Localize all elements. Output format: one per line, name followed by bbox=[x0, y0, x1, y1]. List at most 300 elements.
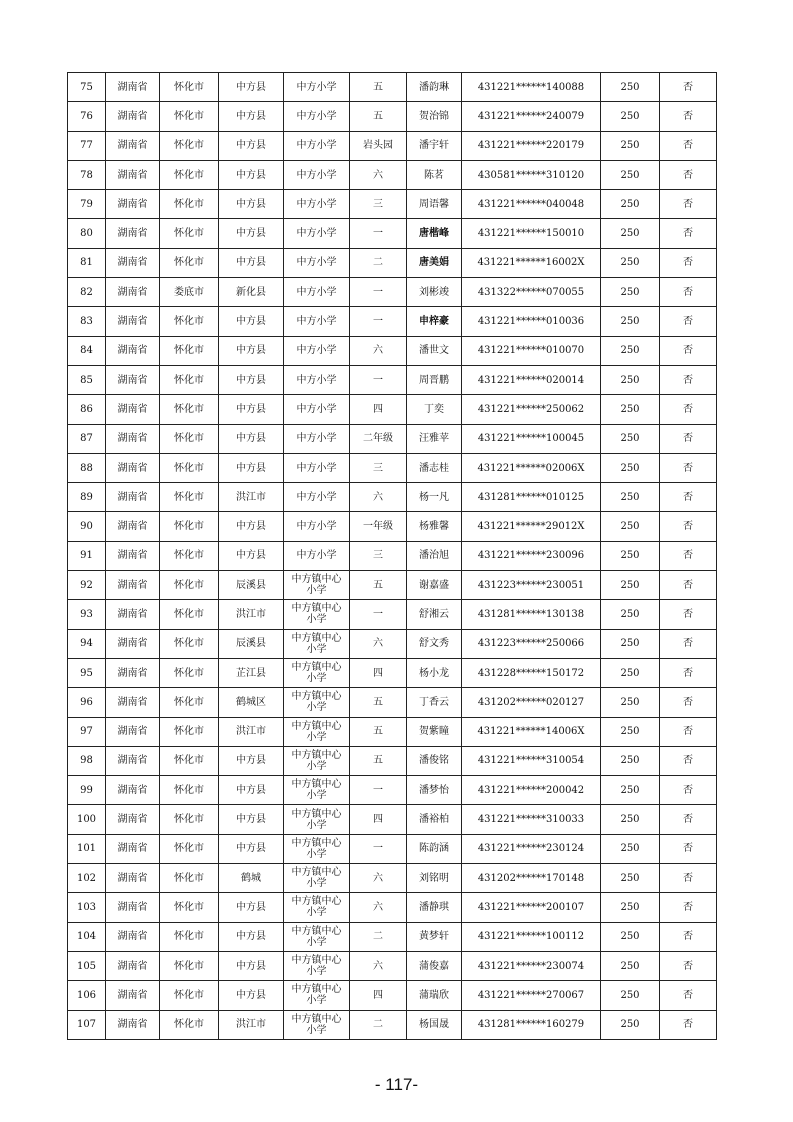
school-cell: 中方镇中心小学 bbox=[284, 805, 350, 834]
city-cell: 怀化市 bbox=[160, 981, 219, 1010]
student-name-cell: 刘铭明 bbox=[407, 864, 462, 893]
student-name-cell: 蒲俊嘉 bbox=[407, 951, 462, 980]
school-cell: 中方镇中心小学 bbox=[284, 629, 350, 658]
table-row bbox=[68, 805, 717, 834]
flag-cell: 否 bbox=[660, 717, 717, 746]
flag-cell: 否 bbox=[660, 160, 717, 189]
grade-cell: 六 bbox=[350, 951, 407, 980]
school-cell: 中方镇中心小学 bbox=[284, 688, 350, 717]
table-row bbox=[68, 512, 717, 541]
province-cell: 湖南省 bbox=[106, 336, 160, 365]
school-cell: 中方镇中心小学 bbox=[284, 834, 350, 863]
city-cell: 怀化市 bbox=[160, 717, 219, 746]
student-name-cell: 舒湘云 bbox=[407, 600, 462, 629]
table-row bbox=[68, 248, 717, 277]
city-cell: 怀化市 bbox=[160, 776, 219, 805]
school-cell: 中方小学 bbox=[284, 483, 350, 512]
grade-cell: 五 bbox=[350, 746, 407, 775]
id-number-cell: 431221******010036 bbox=[462, 307, 601, 336]
row-number-cell: 93 bbox=[68, 600, 106, 629]
county-cell: 中方县 bbox=[219, 73, 284, 102]
county-cell: 中方县 bbox=[219, 219, 284, 248]
city-cell: 怀化市 bbox=[160, 307, 219, 336]
table-row bbox=[68, 365, 717, 394]
amount-cell: 250 bbox=[601, 424, 660, 453]
id-number-cell: 431228******150172 bbox=[462, 658, 601, 687]
amount-cell: 250 bbox=[601, 278, 660, 307]
grade-cell: 五 bbox=[350, 73, 407, 102]
school-cell: 中方镇中心小学 bbox=[284, 864, 350, 893]
row-number-cell: 95 bbox=[68, 658, 106, 687]
county-cell: 辰溪县 bbox=[219, 629, 284, 658]
county-cell: 洪江市 bbox=[219, 717, 284, 746]
student-subsidy-table bbox=[67, 72, 717, 1040]
county-cell: 中方县 bbox=[219, 131, 284, 160]
id-number-cell: 431221******14006X bbox=[462, 717, 601, 746]
flag-cell: 否 bbox=[660, 864, 717, 893]
student-name-cell: 杨国晟 bbox=[407, 1010, 462, 1039]
row-number-cell: 107 bbox=[68, 1010, 106, 1039]
amount-cell: 250 bbox=[601, 805, 660, 834]
city-cell: 怀化市 bbox=[160, 73, 219, 102]
province-cell: 湖南省 bbox=[106, 893, 160, 922]
amount-cell: 250 bbox=[601, 951, 660, 980]
table-row bbox=[68, 160, 717, 189]
city-cell: 怀化市 bbox=[160, 629, 219, 658]
table-row bbox=[68, 541, 717, 570]
province-cell: 湖南省 bbox=[106, 424, 160, 453]
id-number-cell: 431221******250062 bbox=[462, 395, 601, 424]
flag-cell: 否 bbox=[660, 688, 717, 717]
amount-cell: 250 bbox=[601, 981, 660, 1010]
school-cell: 中方小学 bbox=[284, 73, 350, 102]
row-number-cell: 78 bbox=[68, 160, 106, 189]
school-cell: 中方小学 bbox=[284, 190, 350, 219]
amount-cell: 250 bbox=[601, 893, 660, 922]
amount-cell: 250 bbox=[601, 483, 660, 512]
table-row bbox=[68, 746, 717, 775]
id-number-cell: 431221******020014 bbox=[462, 365, 601, 394]
province-cell: 湖南省 bbox=[106, 776, 160, 805]
grade-cell: 三 bbox=[350, 190, 407, 219]
table-row bbox=[68, 776, 717, 805]
grade-cell: 四 bbox=[350, 805, 407, 834]
grade-cell: 一 bbox=[350, 365, 407, 394]
id-number-cell: 431221******040048 bbox=[462, 190, 601, 219]
grade-cell: 五 bbox=[350, 102, 407, 131]
grade-cell: 一 bbox=[350, 307, 407, 336]
flag-cell: 否 bbox=[660, 629, 717, 658]
school-cell: 中方镇中心小学 bbox=[284, 746, 350, 775]
school-cell: 中方镇中心小学 bbox=[284, 658, 350, 687]
student-name-cell: 舒文秀 bbox=[407, 629, 462, 658]
row-number-cell: 85 bbox=[68, 365, 106, 394]
row-number-cell: 101 bbox=[68, 834, 106, 863]
table-body bbox=[68, 73, 717, 1040]
grade-cell: 一 bbox=[350, 834, 407, 863]
id-number-cell: 431221******100112 bbox=[462, 922, 601, 951]
grade-cell: 六 bbox=[350, 629, 407, 658]
row-number-cell: 106 bbox=[68, 981, 106, 1010]
table-row bbox=[68, 424, 717, 453]
table-row bbox=[68, 629, 717, 658]
table-row bbox=[68, 717, 717, 746]
id-number-cell: 431221******230096 bbox=[462, 541, 601, 570]
school-cell: 中方镇中心小学 bbox=[284, 571, 350, 600]
province-cell: 湖南省 bbox=[106, 746, 160, 775]
grade-cell: 二 bbox=[350, 922, 407, 951]
id-number-cell: 431221******230124 bbox=[462, 834, 601, 863]
student-name-cell: 潘宇轩 bbox=[407, 131, 462, 160]
table-row bbox=[68, 102, 717, 131]
city-cell: 怀化市 bbox=[160, 453, 219, 482]
county-cell: 中方县 bbox=[219, 365, 284, 394]
city-cell: 怀化市 bbox=[160, 688, 219, 717]
province-cell: 湖南省 bbox=[106, 951, 160, 980]
table-row bbox=[68, 981, 717, 1010]
amount-cell: 250 bbox=[601, 512, 660, 541]
row-number-cell: 75 bbox=[68, 73, 106, 102]
id-number-cell: 431221******200107 bbox=[462, 893, 601, 922]
grade-cell: 五 bbox=[350, 571, 407, 600]
id-number-cell: 431223******250066 bbox=[462, 629, 601, 658]
id-number-cell: 431221******02006X bbox=[462, 453, 601, 482]
id-number-cell: 431221******240079 bbox=[462, 102, 601, 131]
grade-cell: 五 bbox=[350, 717, 407, 746]
city-cell: 怀化市 bbox=[160, 424, 219, 453]
amount-cell: 250 bbox=[601, 717, 660, 746]
school-cell: 中方小学 bbox=[284, 102, 350, 131]
province-cell: 湖南省 bbox=[106, 629, 160, 658]
amount-cell: 250 bbox=[601, 571, 660, 600]
row-number-cell: 88 bbox=[68, 453, 106, 482]
county-cell: 中方县 bbox=[219, 307, 284, 336]
student-name-cell: 杨小龙 bbox=[407, 658, 462, 687]
province-cell: 湖南省 bbox=[106, 864, 160, 893]
id-number-cell: 431221******29012X bbox=[462, 512, 601, 541]
flag-cell: 否 bbox=[660, 951, 717, 980]
school-cell: 中方镇中心小学 bbox=[284, 981, 350, 1010]
id-number-cell: 431221******230074 bbox=[462, 951, 601, 980]
amount-cell: 250 bbox=[601, 600, 660, 629]
school-cell: 中方镇中心小学 bbox=[284, 922, 350, 951]
county-cell: 新化县 bbox=[219, 278, 284, 307]
student-name-cell: 潘裕柏 bbox=[407, 805, 462, 834]
city-cell: 怀化市 bbox=[160, 483, 219, 512]
flag-cell: 否 bbox=[660, 512, 717, 541]
amount-cell: 250 bbox=[601, 395, 660, 424]
province-cell: 湖南省 bbox=[106, 248, 160, 277]
row-number-cell: 79 bbox=[68, 190, 106, 219]
student-name-cell: 潘静琪 bbox=[407, 893, 462, 922]
city-cell: 怀化市 bbox=[160, 893, 219, 922]
city-cell: 怀化市 bbox=[160, 541, 219, 570]
student-name-cell: 杨雅馨 bbox=[407, 512, 462, 541]
school-cell: 中方小学 bbox=[284, 219, 350, 248]
county-cell: 中方县 bbox=[219, 102, 284, 131]
student-name-cell: 贺治锦 bbox=[407, 102, 462, 131]
id-number-cell: 431221******010070 bbox=[462, 336, 601, 365]
student-name-cell: 杨一凡 bbox=[407, 483, 462, 512]
grade-cell: 二 bbox=[350, 1010, 407, 1039]
table-row bbox=[68, 834, 717, 863]
flag-cell: 否 bbox=[660, 746, 717, 775]
amount-cell: 250 bbox=[601, 864, 660, 893]
table-row bbox=[68, 336, 717, 365]
table-row bbox=[68, 395, 717, 424]
school-cell: 中方小学 bbox=[284, 365, 350, 394]
student-name-cell: 刘彬竣 bbox=[407, 278, 462, 307]
table-row bbox=[68, 688, 717, 717]
id-number-cell: 431221******200042 bbox=[462, 776, 601, 805]
table-row bbox=[68, 453, 717, 482]
city-cell: 怀化市 bbox=[160, 600, 219, 629]
row-number-cell: 91 bbox=[68, 541, 106, 570]
student-name-cell: 潘俊铭 bbox=[407, 746, 462, 775]
id-number-cell: 431221******310033 bbox=[462, 805, 601, 834]
city-cell: 怀化市 bbox=[160, 131, 219, 160]
row-number-cell: 96 bbox=[68, 688, 106, 717]
row-number-cell: 102 bbox=[68, 864, 106, 893]
county-cell: 中方县 bbox=[219, 453, 284, 482]
page-number: - 117- bbox=[374, 1075, 419, 1094]
province-cell: 湖南省 bbox=[106, 483, 160, 512]
student-name-cell: 申梓豪 bbox=[407, 307, 462, 336]
school-cell: 中方镇中心小学 bbox=[284, 600, 350, 629]
school-cell: 中方镇中心小学 bbox=[284, 893, 350, 922]
student-name-cell: 潘梦怡 bbox=[407, 776, 462, 805]
id-number-cell: 431221******140088 bbox=[462, 73, 601, 102]
county-cell: 中方县 bbox=[219, 922, 284, 951]
flag-cell: 否 bbox=[660, 190, 717, 219]
table-row bbox=[68, 131, 717, 160]
province-cell: 湖南省 bbox=[106, 219, 160, 248]
county-cell: 中方县 bbox=[219, 981, 284, 1010]
school-cell: 中方小学 bbox=[284, 453, 350, 482]
county-cell: 中方县 bbox=[219, 834, 284, 863]
province-cell: 湖南省 bbox=[106, 131, 160, 160]
grade-cell: 六 bbox=[350, 893, 407, 922]
province-cell: 湖南省 bbox=[106, 981, 160, 1010]
city-cell: 怀化市 bbox=[160, 1010, 219, 1039]
student-name-cell: 汪雅苹 bbox=[407, 424, 462, 453]
student-name-cell: 蒲瑞欣 bbox=[407, 981, 462, 1010]
id-number-cell: 431281******160279 bbox=[462, 1010, 601, 1039]
table-row bbox=[68, 483, 717, 512]
flag-cell: 否 bbox=[660, 922, 717, 951]
row-number-cell: 77 bbox=[68, 131, 106, 160]
amount-cell: 250 bbox=[601, 746, 660, 775]
county-cell: 中方县 bbox=[219, 336, 284, 365]
student-name-cell: 潘韵琳 bbox=[407, 73, 462, 102]
id-number-cell: 431322******070055 bbox=[462, 278, 601, 307]
row-number-cell: 94 bbox=[68, 629, 106, 658]
school-cell: 中方小学 bbox=[284, 395, 350, 424]
row-number-cell: 81 bbox=[68, 248, 106, 277]
grade-cell: 二年级 bbox=[350, 424, 407, 453]
province-cell: 湖南省 bbox=[106, 102, 160, 131]
student-name-cell: 唐楷峰 bbox=[407, 219, 462, 248]
county-cell: 洪江市 bbox=[219, 483, 284, 512]
city-cell: 怀化市 bbox=[160, 102, 219, 131]
city-cell: 娄底市 bbox=[160, 278, 219, 307]
flag-cell: 否 bbox=[660, 571, 717, 600]
school-cell: 中方小学 bbox=[284, 278, 350, 307]
row-number-cell: 87 bbox=[68, 424, 106, 453]
school-cell: 中方镇中心小学 bbox=[284, 1010, 350, 1039]
flag-cell: 否 bbox=[660, 365, 717, 394]
student-name-cell: 唐美娟 bbox=[407, 248, 462, 277]
province-cell: 湖南省 bbox=[106, 600, 160, 629]
id-number-cell: 431223******230051 bbox=[462, 571, 601, 600]
school-cell: 中方小学 bbox=[284, 160, 350, 189]
row-number-cell: 92 bbox=[68, 571, 106, 600]
student-name-cell: 谢嘉盛 bbox=[407, 571, 462, 600]
amount-cell: 250 bbox=[601, 541, 660, 570]
student-name-cell: 黄梦轩 bbox=[407, 922, 462, 951]
flag-cell: 否 bbox=[660, 102, 717, 131]
province-cell: 湖南省 bbox=[106, 805, 160, 834]
flag-cell: 否 bbox=[660, 453, 717, 482]
province-cell: 湖南省 bbox=[106, 571, 160, 600]
student-name-cell: 潘世文 bbox=[407, 336, 462, 365]
flag-cell: 否 bbox=[660, 73, 717, 102]
province-cell: 湖南省 bbox=[106, 395, 160, 424]
city-cell: 怀化市 bbox=[160, 922, 219, 951]
grade-cell: 一 bbox=[350, 776, 407, 805]
school-cell: 中方镇中心小学 bbox=[284, 717, 350, 746]
table-row bbox=[68, 1010, 717, 1039]
city-cell: 怀化市 bbox=[160, 395, 219, 424]
school-cell: 中方小学 bbox=[284, 424, 350, 453]
amount-cell: 250 bbox=[601, 219, 660, 248]
school-cell: 中方小学 bbox=[284, 131, 350, 160]
city-cell: 怀化市 bbox=[160, 805, 219, 834]
table-row bbox=[68, 893, 717, 922]
city-cell: 怀化市 bbox=[160, 365, 219, 394]
id-number-cell: 431281******010125 bbox=[462, 483, 601, 512]
amount-cell: 250 bbox=[601, 307, 660, 336]
province-cell: 湖南省 bbox=[106, 73, 160, 102]
amount-cell: 250 bbox=[601, 688, 660, 717]
province-cell: 湖南省 bbox=[106, 278, 160, 307]
county-cell: 中方县 bbox=[219, 746, 284, 775]
grade-cell: 五 bbox=[350, 688, 407, 717]
province-cell: 湖南省 bbox=[106, 453, 160, 482]
row-number-cell: 105 bbox=[68, 951, 106, 980]
id-number-cell: 430581******310120 bbox=[462, 160, 601, 189]
flag-cell: 否 bbox=[660, 541, 717, 570]
school-cell: 中方小学 bbox=[284, 512, 350, 541]
amount-cell: 250 bbox=[601, 336, 660, 365]
flag-cell: 否 bbox=[660, 278, 717, 307]
county-cell: 中方县 bbox=[219, 805, 284, 834]
county-cell: 鹤城区 bbox=[219, 688, 284, 717]
city-cell: 怀化市 bbox=[160, 512, 219, 541]
county-cell: 芷江县 bbox=[219, 658, 284, 687]
id-number-cell: 431202******170148 bbox=[462, 864, 601, 893]
school-cell: 中方小学 bbox=[284, 248, 350, 277]
row-number-cell: 76 bbox=[68, 102, 106, 131]
flag-cell: 否 bbox=[660, 248, 717, 277]
flag-cell: 否 bbox=[660, 805, 717, 834]
amount-cell: 250 bbox=[601, 131, 660, 160]
row-number-cell: 86 bbox=[68, 395, 106, 424]
student-name-cell: 贺紫瞳 bbox=[407, 717, 462, 746]
table-row bbox=[68, 278, 717, 307]
flag-cell: 否 bbox=[660, 131, 717, 160]
grade-cell: 一 bbox=[350, 600, 407, 629]
province-cell: 湖南省 bbox=[106, 160, 160, 189]
flag-cell: 否 bbox=[660, 834, 717, 863]
student-name-cell: 周语馨 bbox=[407, 190, 462, 219]
city-cell: 怀化市 bbox=[160, 219, 219, 248]
id-number-cell: 431281******130138 bbox=[462, 600, 601, 629]
flag-cell: 否 bbox=[660, 600, 717, 629]
province-cell: 湖南省 bbox=[106, 541, 160, 570]
row-number-cell: 99 bbox=[68, 776, 106, 805]
row-number-cell: 100 bbox=[68, 805, 106, 834]
student-name-cell: 丁奕 bbox=[407, 395, 462, 424]
table-row bbox=[68, 922, 717, 951]
table-row bbox=[68, 951, 717, 980]
flag-cell: 否 bbox=[660, 658, 717, 687]
province-cell: 湖南省 bbox=[106, 658, 160, 687]
school-cell: 中方镇中心小学 bbox=[284, 951, 350, 980]
row-number-cell: 97 bbox=[68, 717, 106, 746]
amount-cell: 250 bbox=[601, 922, 660, 951]
student-name-cell: 陈韵涵 bbox=[407, 834, 462, 863]
city-cell: 怀化市 bbox=[160, 746, 219, 775]
table-row bbox=[68, 73, 717, 102]
table-row bbox=[68, 571, 717, 600]
county-cell: 辰溪县 bbox=[219, 571, 284, 600]
row-number-cell: 104 bbox=[68, 922, 106, 951]
id-number-cell: 431221******270067 bbox=[462, 981, 601, 1010]
city-cell: 怀化市 bbox=[160, 248, 219, 277]
province-cell: 湖南省 bbox=[106, 688, 160, 717]
flag-cell: 否 bbox=[660, 981, 717, 1010]
grade-cell: 二 bbox=[350, 248, 407, 277]
table-row bbox=[68, 864, 717, 893]
grade-cell: 四 bbox=[350, 395, 407, 424]
province-cell: 湖南省 bbox=[106, 922, 160, 951]
table-row bbox=[68, 307, 717, 336]
county-cell: 中方县 bbox=[219, 512, 284, 541]
flag-cell: 否 bbox=[660, 424, 717, 453]
grade-cell: 一 bbox=[350, 278, 407, 307]
county-cell: 中方县 bbox=[219, 160, 284, 189]
school-cell: 中方小学 bbox=[284, 541, 350, 570]
grade-cell: 四 bbox=[350, 658, 407, 687]
school-cell: 中方小学 bbox=[284, 336, 350, 365]
province-cell: 湖南省 bbox=[106, 190, 160, 219]
id-number-cell: 431221******100045 bbox=[462, 424, 601, 453]
id-number-cell: 431221******16002X bbox=[462, 248, 601, 277]
amount-cell: 250 bbox=[601, 160, 660, 189]
id-number-cell: 431221******220179 bbox=[462, 131, 601, 160]
row-number-cell: 98 bbox=[68, 746, 106, 775]
amount-cell: 250 bbox=[601, 629, 660, 658]
county-cell: 中方县 bbox=[219, 190, 284, 219]
school-cell: 中方镇中心小学 bbox=[284, 776, 350, 805]
student-name-cell: 潘志桂 bbox=[407, 453, 462, 482]
row-number-cell: 89 bbox=[68, 483, 106, 512]
table-row bbox=[68, 219, 717, 248]
county-cell: 中方县 bbox=[219, 395, 284, 424]
city-cell: 怀化市 bbox=[160, 658, 219, 687]
province-cell: 湖南省 bbox=[106, 717, 160, 746]
